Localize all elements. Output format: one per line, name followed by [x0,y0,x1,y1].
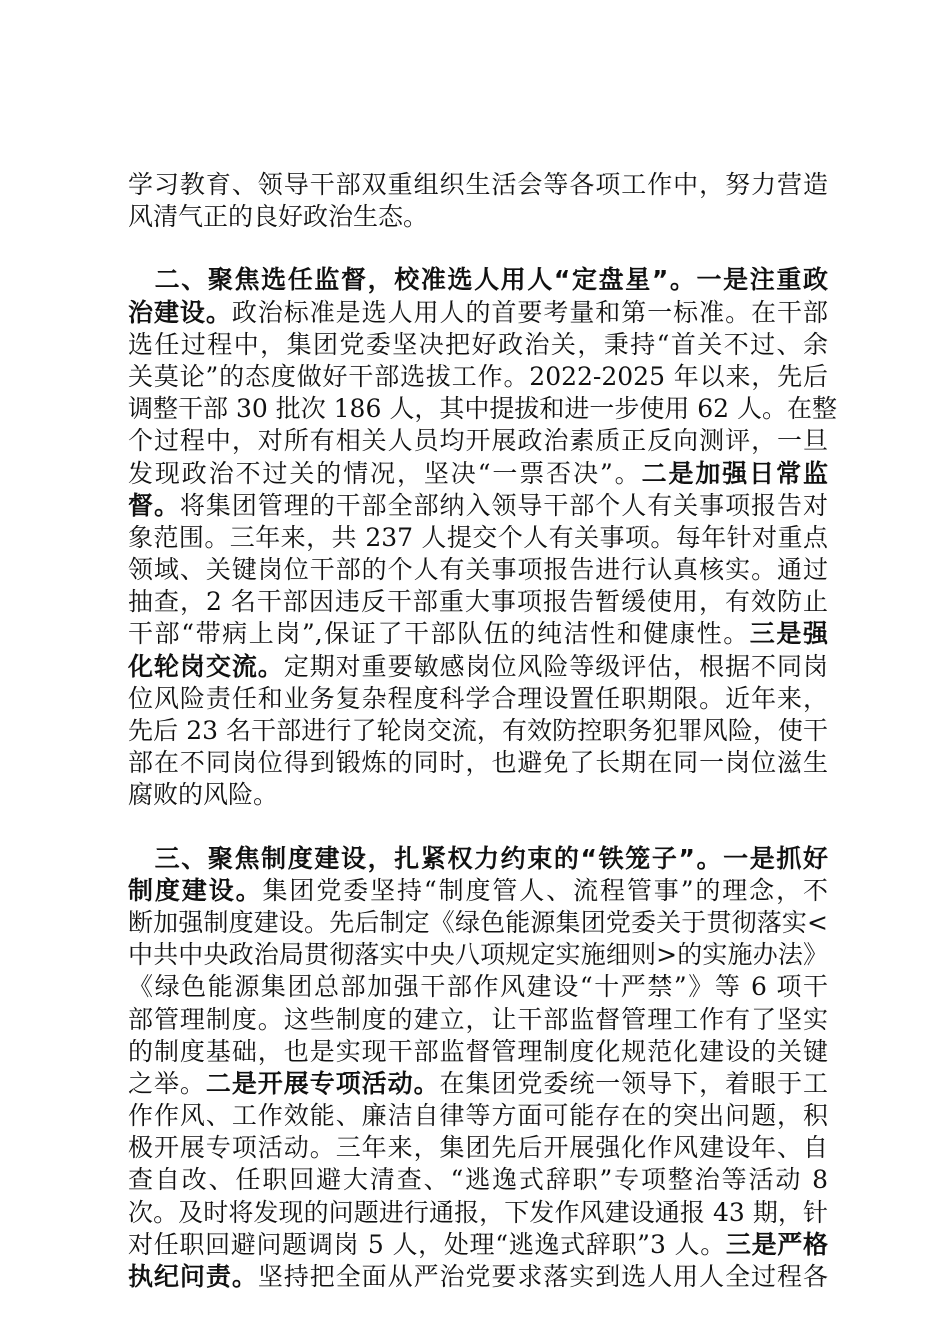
text-line [128,201,828,233]
bold-text-run: 三是强 [749,619,828,649]
text-run: 中共中央政治局贯彻落实中央八项规定实施细则>的实施办法》 [128,940,828,970]
bold-text-run: 三是严格 [725,1229,828,1259]
bold-text-run: 治建设。 [128,297,232,327]
text-run: 学习教育、领导干部双重组织生活会等各项工作中，努力营造 [128,170,828,199]
text-line [128,971,828,1003]
text-run: 定期对重要敏感岗位风险等级评估，根据不同岗 [283,651,828,681]
text-line [128,264,828,296]
text-run: 领域、关键岗位干部的个人有关事项报告进行认真核实。通过 [128,555,828,585]
text-line [128,490,828,522]
text-line [128,586,828,618]
text-line [128,747,828,779]
text-run: 在集团党委统一领导下，着眼于工 [439,1068,828,1098]
text-line [128,1132,828,1164]
text-run: 关莫论”的态度做好干部选拔工作。2022-2025 年以来，先后 [128,361,828,391]
text-line [128,1164,828,1196]
text-line [128,1100,828,1132]
text-run: 个过程中，对所有相关人员均开展政治素质正反向测评，一旦 [128,426,828,456]
text-run: 对任职回避问题调岗 5 人，处理“逃逸式辞职”3 人。 [128,1229,726,1259]
text-run: 先后 23 名干部进行了轮岗交流，有效防控职务犯罪风险，使干 [128,716,828,745]
text-line [128,361,828,393]
text-run: 将集团管理的干部全部纳入领导干部个人有关事项报告对 [179,490,828,520]
text-line [128,169,828,201]
bold-text-run: 二是加强日常监 [641,458,828,488]
text-line [128,907,828,939]
text-run: 调整干部 30 批次 186 人，其中提拔和进一步使用 62 人。在整 [128,394,838,424]
text-run: 象范围。三年来，共 237 人提交个人有关事项。每年针对重点 [128,522,828,552]
text-run: 位风险责任和业务复杂程度科学合理设置任职期限。近年来， [128,683,828,713]
bold-text-run: 执纪问责。 [128,1262,258,1291]
text-line [128,329,828,361]
document-body [128,169,838,1293]
bold-text-run: 三、聚焦制度建设，扎紧权力约束的“铁笼子”。一是抓好 [128,843,828,873]
text-line [128,425,828,457]
bold-text-run: 督。 [128,490,180,520]
text-line [128,683,828,715]
text-line [128,522,828,554]
text-run: 发现政治不过关的情况，坚决“一票否决”。 [128,458,642,488]
text-run: 部管理制度。这些制度的建立，让干部监督管理工作有了坚实 [128,1004,828,1034]
text-run: 坚持把全面从严治党要求落实到选人用人全过程各 [257,1262,828,1291]
paragraph [128,264,838,811]
text-run: 腐败的风险。 [128,780,279,810]
text-run: 查自改、任职回避大清查、“逃逸式辞职”专项整治等活动 8 [128,1165,828,1195]
text-line [128,715,828,747]
text-run: 干部“带病上岗”,保证了干部队伍的纯洁性和健康性。 [128,619,750,649]
text-line [128,875,828,907]
text-line [128,843,828,875]
text-line [128,618,828,650]
text-run: 部在不同岗位得到锻炼的同时，也避免了长期在同一岗位滋生 [128,748,828,778]
text-run: 断加强制度建设。先后制定《绿色能源集团党委关于贯彻落实< [128,907,828,937]
text-run: 风清气正的良好政治生态。 [128,202,429,232]
text-line [128,1036,828,1068]
text-line [128,554,828,586]
text-run: 极开展专项活动。三年来，集团先后开展强化作风建设年、自 [128,1133,828,1163]
text-line [128,779,828,811]
text-line [128,1068,828,1100]
text-run: 集团党委坚持“制度管人、流程管事”的理念，不 [262,875,828,905]
text-run: 的制度基础，也是实现干部监督管理制度化规范化建设的关键 [128,1036,828,1066]
text-run: 抽查，2 名干部因违反干部重大事项报告暂缓使用，有效防止 [128,587,828,617]
bold-text-run: 二是开展专项活动。 [205,1068,440,1098]
paragraph [128,843,828,1294]
bold-text-run: 二、聚焦选任监督，校准选人用人“定盘星”。一是注重政 [128,265,828,295]
text-run: 政治标准是选人用人的首要考量和第一标准。在干部 [231,297,828,327]
paragraph-gap [128,233,828,264]
text-run: 次。及时将发现的问题进行通报，下发作风建设通报 43 期，针 [128,1197,828,1227]
text-run: 选任过程中，集团党委坚决把好政治关，秉持“首关不过、余 [128,329,828,359]
bold-text-run: 制度建设。 [128,875,263,905]
paragraph [128,169,828,233]
bold-text-run: 化轮岗交流。 [128,651,284,681]
text-line [128,1229,828,1261]
text-line [128,458,828,490]
text-line [128,297,828,329]
text-run: 《绿色能源集团总部加强干部作风建设“十严禁”》等 6 项干 [128,972,828,1002]
text-line [128,1261,828,1293]
text-line [128,651,828,683]
text-run: 作作风、工作效能、廉洁自律等方面可能存在的突出问题，积 [128,1101,828,1131]
paragraph-gap [128,812,828,843]
text-line [128,393,838,425]
text-line [128,939,828,971]
text-run: 之举。 [128,1068,206,1098]
text-line [128,1197,828,1229]
text-line [128,1004,828,1036]
